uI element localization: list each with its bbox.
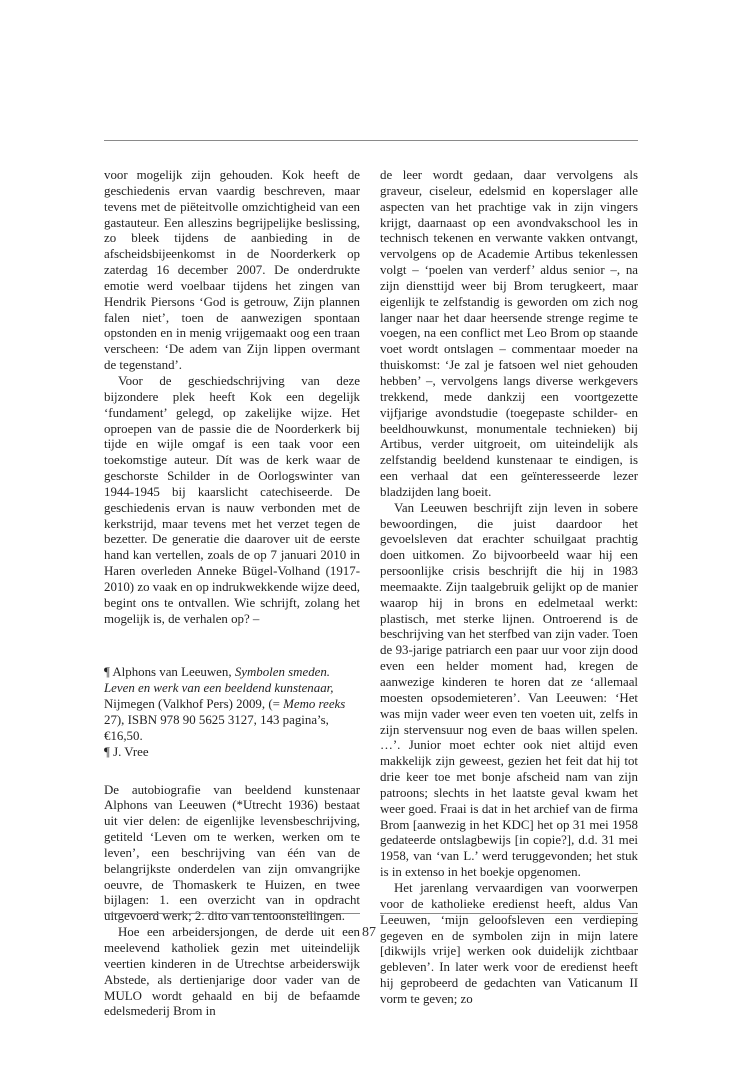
paragraph: Voor de geschiedschrijving van deze bijzondere plek heeft Kok een degelijk ‘fundament’ gelegd, op zakelijke wijze. Het oproepen van de passie die de Noorderkerk bij tijde en wijle omgaf is een taak voor een toekomstige auteur. Dít was de kerk waar de geschorste Schilder in de Oorlogswinter van 1944-1945 bij kaarslicht catechiseerde. De geschiedenis ervan is nauw verbonden met de kerkstrijd, maar tevens met het verzet tegen de bezetter. De generatie die daarover uit de eerste hand kan vertellen, zoals de op 7 januari 2010 in Haren overleden Anneke Bügel-Volhand (1917-2010) zo vaak en op indrukwekkende wijze deed, begint ons te ontvallen. Wie schrijft, zolang het mogelijk is, de verhalen op? – (104, 373, 360, 626)
pilcrow-icon: ¶ (104, 744, 110, 759)
paragraph: Het jarenlang vervaardigen van voorwerpen voor de katholieke eredienst heeft, aldus Van Leeuwen, ‘mijn geloofsleven een verdieping gegeven en de symbolen zijn in mijn latere [dikwijls vrije] werken ook duidelijk zichtbaar gebleven’. In later werk voor de eredienst heeft hij geprobeerd de gedachten van Vaticanum II vorm te geven; zo (380, 880, 638, 1006)
pilcrow-icon: ¶ (104, 665, 110, 680)
book-author: Alphons van Leeuwen, (112, 665, 232, 680)
reviewer-name: J. Vree (113, 744, 149, 759)
paragraph: De autobiografie van beeldend kunstenaar Alphons van Leeuwen (*Utrecht 1936) bestaat uit vier delen: de eigenlijke levensbeschrijving, getiteld ‘Leven om te werken, werken om te leven’, een beschrijving van één van de belangrijkste onderdelen van zijn omvangrijke oeuvre, de Thomaskerk te Huizen, en twee bijlagen: 1. een overzicht van in opdracht uitgevoerd werk; 2. dito van tentoonstellingen. (104, 782, 360, 924)
right-column (380, 168, 638, 1008)
book-publisher: Nijmegen (Valkhof Pers) 2009, (= (104, 697, 280, 712)
book-details: 27), ISBN 978 90 5625 3127, 143 pagina’s, €16,50. (104, 713, 329, 743)
paragraph: voor mogelijk zijn gehouden. Kok heeft de geschiedenis ervan vaardig beschreven, maar tevens met de piëteitvolle omzichtigheid van een gastauteur. Een alleszins begrijpelijke beslissing, zo bleek tijdens de aanbieding in de afscheidsbijeenkomst in de Noorderkerk op zaterdag 16 december 2007. De onderdrukte emotie werd voelbaar tijdens het zingen van Hendrik Piersons ‘God is getrouw, Zijn plannen falen niet’, toen de aanwezigen spontaan opstonden en in menig vrijgemaakt oog een traan verscheen: ‘De adem van Zijn lippen overmant de tegenstand’. (104, 168, 360, 373)
book-series: Memo reeks (283, 697, 346, 712)
left-column (104, 168, 360, 1020)
paragraph: Hoe een arbeidersjongen, de derde uit een meelevend katholiek gezin met uiteindelijk veertien kinderen in de Utrechtse arbeiderswijk Abstede, als dertienjarige door vader van de MULO wordt gehaald en bij de befaamde edelsmederij Brom in (104, 925, 360, 1019)
book-reference (104, 665, 360, 760)
paragraph: Van Leeuwen beschrijft zijn leven in sobere bewoordingen, die juist daardoor het gevoelsleven dat erachter schuilgaat prachtig doen uitkomen. Zo bijvoorbeeld waar hij een persoonlijke crisis beschrijft die hij in 1983 meemaakte. Zijn taalgebruik gelijkt op de manier waarop hij in brons en edelmetaal werkt: plastisch, met sterke lijnen. Ontroerend is de beschrijving van het sterfbed van zijn vader. Toen de 93-jarige patriarch een paar uur voor zijn dood even een helder moment had, kregen de aanwezige kinderen te horen dat ze ‘allemaal moesten opsodemieteren’. Van Leeuwen: ‘Het was mijn vader weer even ten voeten uit, zelfs in zijn stervensuur nog even de baas willen spelen. …’. Junior moet echter ook niet altijd even makkelijk zijn geweest, gezien het feit dat hij tot drie keer toe met bonje afscheid nam van zijn patroons; slechts in het laatste geval kwam het weer goed. Fraai is dat in het archief van de firma Brom [aanwezig in het KDC] het op 31 mei 1958 gedateerde ontslagbewijs [in copie?], d.d. 31 mei 1958, van ‘van L.’ werd teruggevonden; het stuk is in extenso in het boekje opgenomen. (380, 500, 638, 880)
top-rule (104, 140, 638, 141)
page-number: 87 (362, 925, 376, 940)
paragraph: de leer wordt gedaan, daar vervolgens als graveur, ciseleur, edelsmid en koperslager alle aspecten van het prachtige vak in zijn vingers krijgt, daarnaast op een avondvakschool les in technisch tekenen en verwante vakken ontvangt, vervolgens op de Academie Artibus tekenlessen volgt – ‘poelen van verderf’ aldus senior –, na zijn diensttijd weer bij Brom terugkeert, maar eigenlijk te zelfstandig is geworden om zich nog langer naar het daar heersende strenge regime te voegen, na een conflict met Leo Brom op staande voet wordt ontslagen – commentaar moeder na thuiskomst: ‘Je zal je fatsoen wel niet gehouden hebben’ –, vervolgens langs diverse werkgevers trekkend, mede dankzij een voortgezette vijfjarige avondstudie (toegepaste schilder- en beeldhouwkunst, monumentale technieken) bij Artibus, verder uitgroeit, om uiteindelijk als zelfstandig beeldend kunstenaar te eindigen, is een verhaal dat een geïnteresseerde lezer bladzijden lang boeit. (380, 168, 638, 499)
bottom-rule-left (104, 913, 360, 914)
bottom-rule-right (380, 913, 638, 914)
book-title: Symbolen smeden. Leven en werk van een beeldend kunstenaar, (104, 665, 334, 696)
